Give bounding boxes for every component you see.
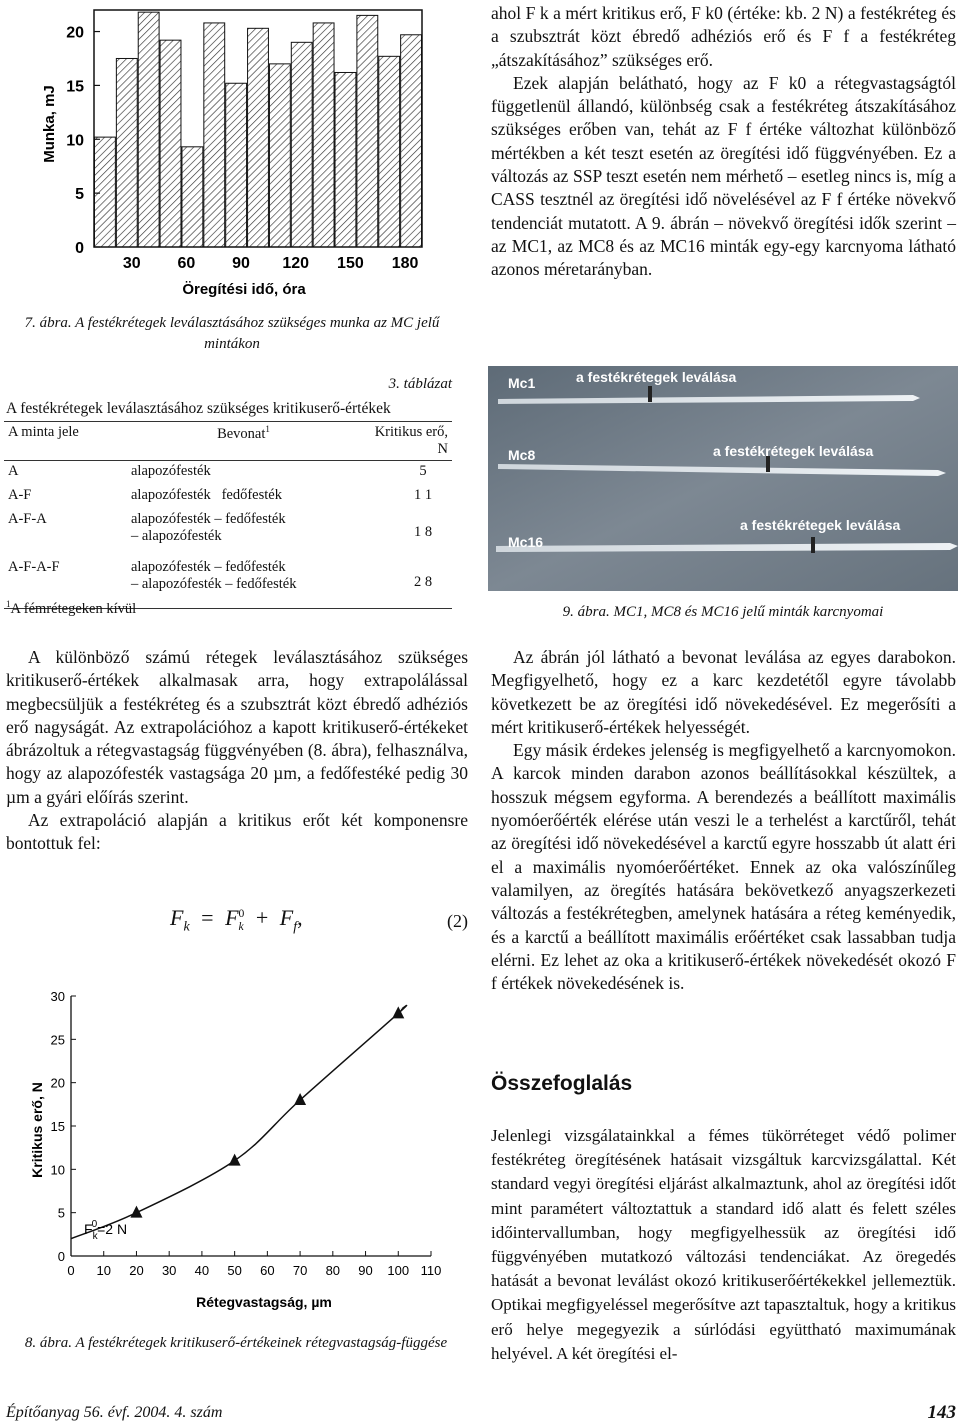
- table-3: [4, 421, 452, 609]
- fig8-xtick-label: 70: [292, 1263, 308, 1278]
- fig9-label-mc1: Mc1: [508, 375, 536, 391]
- paragraph: Az ábrán jól látható a bevonat leválása az egyes darabokon. Megfigyelhető, hogy ez a karc kezdetétől egyre távolabb következett be az öregítési idő növekedésével. Ez megerősíti a mért kritikuserő-értékek helyességét.: [491, 647, 956, 737]
- fig8-scatter-chart: [4, 975, 469, 1320]
- formula-plus: +: [255, 905, 269, 930]
- fig8-xtick-label: 0: [67, 1263, 75, 1278]
- section-heading-summary: Összefoglalás: [491, 1072, 633, 1095]
- fig7-bar: [116, 58, 137, 247]
- table-row: [4, 509, 452, 557]
- fig9-annotation-3: a festékrétegek leválása: [740, 517, 901, 533]
- fig7-bar: [160, 40, 181, 247]
- fig7-bar: [269, 64, 290, 247]
- fig8-xtick-label: 100: [387, 1263, 410, 1278]
- fig8-xtick-label: 90: [358, 1263, 373, 1278]
- fig8-ytick-label: 15: [50, 1119, 65, 1134]
- fig8-data-point: [229, 1154, 241, 1166]
- formula-lhs-sub: k: [183, 919, 190, 935]
- fig7-xtick-label: 150: [337, 255, 364, 272]
- cell-bevonat: [127, 461, 360, 485]
- fig8-xtick-label: 110: [420, 1263, 442, 1278]
- cell-bevonat: [127, 557, 360, 609]
- fig8-xtick-label: 80: [325, 1263, 341, 1278]
- cell-bevonat-line2: – alapozófesték: [131, 527, 222, 544]
- fig7-bar: [182, 147, 203, 247]
- fig8-annotation-sup: 0: [91, 1219, 98, 1230]
- delamination-marker-mc16: [811, 537, 815, 553]
- fig7-bar: [95, 137, 116, 247]
- fig7-bar: [379, 56, 400, 247]
- cell-ero: 5: [419, 463, 427, 479]
- fig8-ytick-label: 30: [50, 989, 65, 1004]
- table-footnote: [6, 599, 136, 618]
- fig7-bar: [204, 23, 225, 247]
- fig7-bar: [335, 72, 356, 247]
- journal-footer: Építőanyag 56. évf. 2004. 4. szám: [6, 1404, 223, 1421]
- fig7-xtick-label: 60: [177, 255, 196, 272]
- fig7-xtick-label: 30: [122, 255, 141, 272]
- formula-t2-sub: f: [293, 919, 298, 935]
- formula-t2: F: [279, 905, 294, 930]
- header-sup: 1: [265, 424, 270, 434]
- cell-bevonat-line1: alapozófesték – fedőfesték: [131, 510, 286, 527]
- fig8-xtick-label: 20: [129, 1263, 144, 1278]
- cell-jel: A-F-A: [8, 510, 47, 527]
- paragraph: Jelenlegi vizsgálatainkkal a fémes tükörréteget védő polimer festékréteg öregítésének hatásait vizsgáltuk karcvizsgálattal. Két standard vegyi öregítési eljárást alkalmaztunk, ahol az öregítési időt mint paramétert változtattuk a standard idő alatt és felett széles időintervallumban, hogy megfigyelhessük az öregítési idő függvényében mutatkozó változási tendenciákat. Az öregedés hatását a bevonat leválást okozó kritikuserőértékekkel jellemeztük. Optikai megfigyeléssel megerősítve azt tapasztaltuk, hogy a kritikus erő helye megegyezik a súrlódási együttható maximumának helyével. A két öregítési el-: [491, 1126, 956, 1363]
- col-header-ero: Kritikus erő, N: [374, 424, 448, 457]
- paragraph: Ezek alapján belátható, hogy az F k0 a rétegvastagságtól függetlenül állandó, különbség csak a festékréteg átszakításához szükséges erőben van, tehát az F f értéke változhat különböző mértékben a két teszt esetén az öregítési idő függvényében. Ez a változás az SSP teszt esetén nem mérhető – esetleg nincs is, míg a CASS tesztnél az öregítési idő növelésével az F f értéke növekvő tendenciát mutatott. A 9. ábrán – növekvő öregítési idők szerint – az MC1, az MC8 és az MC16 minták egy-egy karcnyoma látható azonos méretarányban.: [491, 72, 956, 280]
- figure-9: [488, 366, 958, 591]
- fig7-bar: [357, 15, 378, 247]
- formula-expression: [170, 905, 303, 935]
- fig7-ytick-label: 5: [75, 186, 84, 204]
- fig9-label-mc8: Mc8: [508, 447, 536, 463]
- fig7-ytick-label: 15: [66, 78, 84, 96]
- fig7-caption: 7. ábra. A festékrétegek leválasztásához szükséges munka az MC jelű mintákon: [24, 315, 440, 352]
- table-3-title: A festékrétegek leválasztásához szükséges kritikuserő-értékek: [6, 400, 391, 417]
- fig8-ytick-label: 20: [50, 1075, 65, 1091]
- fig8-annotation: [84, 1219, 127, 1242]
- fig7-bar: [226, 83, 247, 247]
- fig8-xtick-label: 30: [161, 1263, 177, 1278]
- cell-bevonat-line1: alapozófesték – fedőfesték: [131, 558, 286, 575]
- paragraph: Egy másik érdekes jelenség is megfigyelhető a karcnyomokon. A karcok minden darabon azonos beállításokkal készültek, a hosszuk mégsem egyforma. A berendezés a beállított maximális nyomóerőérték elérése után veszi le a terhelést a karctűről, tehát az öregítési idő növekedésével a karctű egyre hosszabb út alatt éri el a maximális nyomóerőértéket. Ennek az oka valószínűleg valamilyen, az öregítés hatására bekövetkező anyagszerkezeti változás a festékrétegben, amelynek hatására a réteg keményedik, és a karctű a beállított maximális erőértéket csak lassabban tudja elérni. Ez lehet az oka a kritikuserő-értékek növekedését okozó F f értékek növekedésének is.: [491, 740, 956, 994]
- right-body-text-top: [491, 2, 956, 282]
- fig7-bar: [138, 12, 159, 247]
- col-header-jel: A minta jele: [8, 424, 79, 440]
- paragraph: Az extrapoláció alapján a kritikus erőt két komponensre bontottuk fel:: [6, 810, 468, 854]
- cell-jel: A-F: [8, 486, 32, 503]
- fig7-xtick-label: 180: [391, 255, 419, 272]
- col-header-bevonat: [127, 422, 360, 461]
- fig9-caption: 9. ábra. MC1, MC8 és MC16 jelű minták karcnyomai: [562, 604, 884, 620]
- fig8-xtick-label: 60: [260, 1263, 275, 1278]
- table-row: [4, 485, 452, 509]
- paragraph-intro: ahol F k a mért kritikus erő, F k0 (értéke: kb. 2 N) a festékréteg és a szubsztrát közt ébredő adhéziós erő és F f a festékréteg „átszakításához” szükséges erő.: [491, 3, 956, 70]
- formula-lhs: F: [170, 905, 184, 930]
- fig8-caption: 8. ábra. A festékrétegek kritikuserő-értékeinek rétegvastagság-függése: [24, 1335, 448, 1351]
- fig7-bar: [291, 42, 312, 247]
- formula-t1-sup: 0: [238, 906, 245, 920]
- cell-bevonat: [127, 509, 360, 557]
- left-body-text: [6, 646, 468, 856]
- fig7-bar: [313, 23, 334, 247]
- fig8-data-point: [294, 1093, 306, 1105]
- footnote-text: A fémrétegeken kívül: [10, 600, 137, 617]
- equation-number: (2): [447, 911, 468, 931]
- scratch-photo: [488, 366, 958, 591]
- fig8-annotation-main: F: [84, 1221, 93, 1237]
- formula-eq: =: [201, 905, 214, 930]
- fig8-data-point: [130, 1206, 142, 1218]
- cell-bevonat-line1: alapozófesték fedőfesték: [131, 486, 282, 503]
- fig8-xtick-label: 40: [194, 1263, 210, 1278]
- fig8-ytick-label: 25: [50, 1032, 65, 1048]
- fig7-ytick-label: 10: [66, 132, 84, 150]
- col-header-bevonat-text: Bevonat: [217, 425, 266, 442]
- table-3-label: 3. táblázat: [388, 376, 452, 392]
- fig8-fit-curve: [71, 1005, 407, 1238]
- cell-ero: 1 1: [413, 486, 433, 503]
- table-row: [4, 461, 452, 485]
- fig7-bar-chart: [4, 4, 469, 309]
- fig7-bar: [248, 28, 269, 247]
- paragraph: A különböző számú rétegek leválasztásához szükséges kritikuserő-értékek alkalmasak arra, hogy extrapolálással megbecsüljük a festékréteg és a szubsztrát közt ébredő adhéziós erő nagyságát. Az extrapolációhoz a kapott kritikuserő-értékeket ábrázoltuk a rétegvastagság függvényében (8. ábra), felhasználva, hogy az alapozófesték vastagsága 20 µm, a fedőfestéké pedig 30 µm a gyári előírás szerint.: [6, 647, 468, 807]
- figure-8: [4, 975, 469, 1320]
- fig8-xlabel: Rétegvastagság, µm: [196, 1294, 332, 1310]
- summary-text: [491, 1124, 956, 1366]
- fig9-annotation-2: a festékrétegek leválása: [713, 443, 874, 459]
- fig7-ylabel: Munka, mJ: [41, 85, 58, 163]
- footnote-sup: 1: [6, 599, 11, 609]
- fig7-xlabel: Öregítési idő, óra: [182, 281, 306, 298]
- figure-7: [4, 4, 469, 309]
- fig8-xtick-label: 50: [227, 1263, 242, 1278]
- cell-bevonat-line1: alapozófesték: [131, 463, 211, 479]
- table-header-row: [4, 422, 452, 461]
- cell-bevonat: [127, 485, 360, 509]
- cell-bevonat-line2: – alapozófesték – fedőfesték: [131, 575, 297, 592]
- right-body-text-middle: [491, 646, 956, 995]
- formula-t1: F: [225, 905, 239, 930]
- fig8-ylabel: Kritikus erő, N: [29, 1082, 45, 1178]
- cell-jel: A: [8, 463, 19, 479]
- fig8-annotation-value: =2 N: [97, 1221, 128, 1237]
- equation-2: [170, 905, 468, 945]
- fig8-ytick-label: 5: [57, 1205, 65, 1221]
- fig7-xtick-label: 120: [282, 255, 310, 272]
- fig7-bar: [401, 35, 422, 247]
- cell-jel: A-F-A-F: [8, 558, 60, 575]
- fig7-xtick-label: 90: [232, 255, 250, 272]
- formula-comma: ,: [297, 905, 303, 930]
- fig8-ytick-label: 10: [50, 1162, 65, 1178]
- fig9-label-mc16: Mc16: [508, 534, 544, 550]
- formula-t1-sub: k: [238, 919, 244, 933]
- critical-force-table: [4, 421, 452, 609]
- fig8-annotation-sub: k: [92, 1231, 98, 1242]
- fig7-ytick-label: 0: [75, 240, 84, 257]
- cell-ero: 1 8: [413, 524, 433, 540]
- fig7-ytick-label: 20: [66, 24, 84, 42]
- cell-ero: 2 8: [413, 573, 433, 590]
- page-number: 143: [927, 1402, 956, 1423]
- fig8-ytick-label: 0: [57, 1249, 65, 1264]
- fig8-xtick-label: 10: [96, 1263, 111, 1278]
- fig9-annotation-1: a festékrétegek leválása: [576, 369, 737, 385]
- delamination-marker-mc1: [648, 386, 652, 402]
